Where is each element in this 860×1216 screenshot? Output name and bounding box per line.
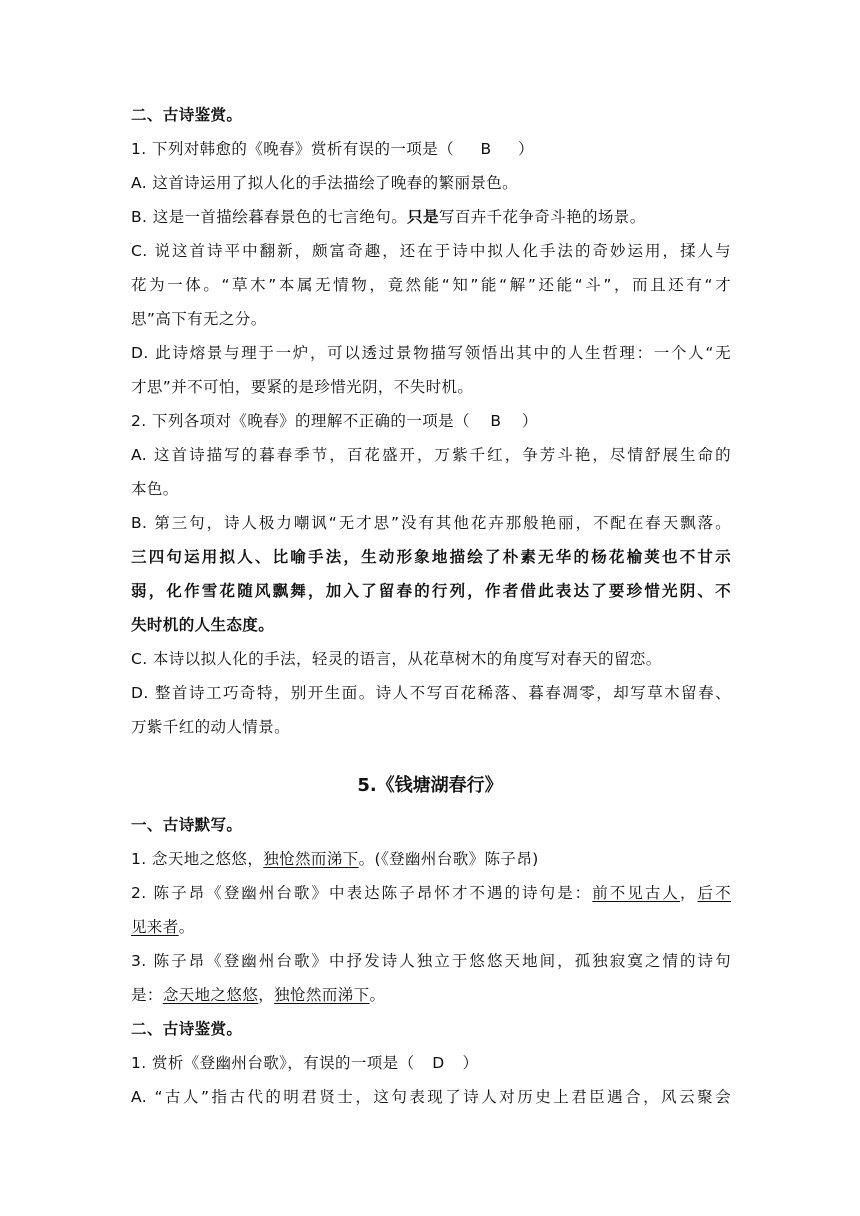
answer-letter: B [490, 412, 502, 430]
q2-option-d-line-1: D. 整首诗工巧奇特，别开生面。诗人不写百花稀落、暮春凋零，却写草木留春、 [131, 684, 731, 702]
question-stem-text: 2. 下列各项对《晚春》的理解不正确的一项是（ [131, 412, 470, 430]
q2-option-c: C. 本诗以拟人化的手法，轻灵的语言，从花草树木的角度写对春天的留恋。 [131, 650, 662, 668]
option-a: A. 这首诗运用了拟人化的手法描绘了晚春的繁丽景色。 [131, 174, 519, 192]
answer-underlined: 后不 [697, 884, 731, 902]
answer-underlined: 独怆然而涕下 [274, 986, 370, 1004]
q2-analysis-bold-line-1: 三四句运用拟人、比喻手法，生动形象地描绘了朴素无华的杨花榆荚也不甘示 [131, 548, 731, 566]
dictation-question-3-line-1: 3. 陈子昂《登幽州台歌》中抒发诗人独立于悠悠天地间，孤独寂寞之情的诗句 [131, 952, 731, 970]
dictation-question-3-line-2: 是：念天地之悠悠，独怆然而涕下。 [131, 986, 386, 1004]
answer-underlined: 念天地之悠悠 [162, 986, 259, 1004]
q2-option-d-line-2: 万紫千红的动人情景。 [131, 718, 291, 736]
dictation-question-2-line-1: 2. 陈子昂《登幽州台歌》中表达陈子昂怀才不遇的诗句是：前不见古人，后不 [131, 884, 731, 902]
appreciation-option-a-line-1: A. “古人”指古代的明君贤士，这句表现了诗人对历史上君臣遇合，风云聚会 [131, 1088, 731, 1106]
question-2-stem: 2. 下列各项对《晚春》的理解不正确的一项是（ B ） [131, 412, 538, 430]
answer-underlined: 前不见古人 [592, 884, 680, 902]
question-stem-text: 1. 下列对韩愈的《晚春》赏析有误的一项是（ [131, 140, 455, 158]
q2-analysis-bold-line-2: 弱，化作雪花随风飘舞，加入了留春的行列，作者借此表达了要珍惜光阴、不 [131, 582, 731, 600]
option-c-line-3: 思”高下有无之分。 [131, 310, 267, 328]
appreciation-question-1: 1. 赏析《登幽州台歌》，有误的一项是（ D ） [131, 1054, 479, 1072]
q2-option-a-line-1: A. 这首诗描写的暮春季节，百花盛开，万紫千红，争芳斗艳，尽情舒展生命的 [131, 446, 731, 464]
question-1-stem: 1. 下列对韩愈的《晚春》赏析有误的一项是（ B ） [131, 140, 534, 158]
option-d-line-1: D. 此诗熔景与理于一炉，可以透过景物描写领悟出其中的人生哲理：一个人“无 [131, 344, 731, 362]
dictation-question-1: 1. 念天地之悠悠，独怆然而涕下。(《登幽州台歌》陈子昂) [131, 850, 539, 868]
option-c-line-1: C. 说这首诗平中翻新，颇富奇趣，还在于诗中拟人化手法的奇妙运用，揉人与 [131, 242, 731, 260]
section-heading-dictation: 一、古诗默写。 [131, 816, 243, 834]
answer-letter: D [432, 1054, 445, 1072]
q2-analysis-bold-line-3: 失时机的人生态度。 [131, 616, 275, 634]
section-heading-appreciation: 二、古诗鉴赏。 [131, 106, 243, 124]
option-d-line-2: 才思”并不可怕，要紧的是珍惜光阴，不失时机。 [131, 378, 474, 396]
answer-letter: B [480, 140, 492, 158]
emphasis-text: 只是 [407, 208, 439, 226]
option-c-line-2: 花为一体。“草木”本属无情物，竟然能“知”能“解”还能“斗”，而且还有“才 [131, 276, 731, 294]
dictation-question-2-line-2: 见来者。 [131, 918, 195, 936]
q2-option-a-line-2: 本色。 [131, 480, 179, 498]
q2-option-b-line-1: B. 第三句，诗人极力嘲讽“无才思”没有其他花卉那般艳丽，不配在春天飘落。 [131, 514, 731, 532]
answer-underlined: 见来者 [131, 918, 179, 936]
lesson-title: 5.《钱塘湖春行》 [357, 775, 503, 796]
option-b: B. 这是一首描绘暮春景色的七言绝句。只是写百卉千花争奇斗艳的场景。 [131, 208, 646, 226]
answer-underlined: 独怆然而涕下 [263, 850, 359, 868]
section-heading-appreciation-2: 二、古诗鉴赏。 [131, 1020, 243, 1038]
